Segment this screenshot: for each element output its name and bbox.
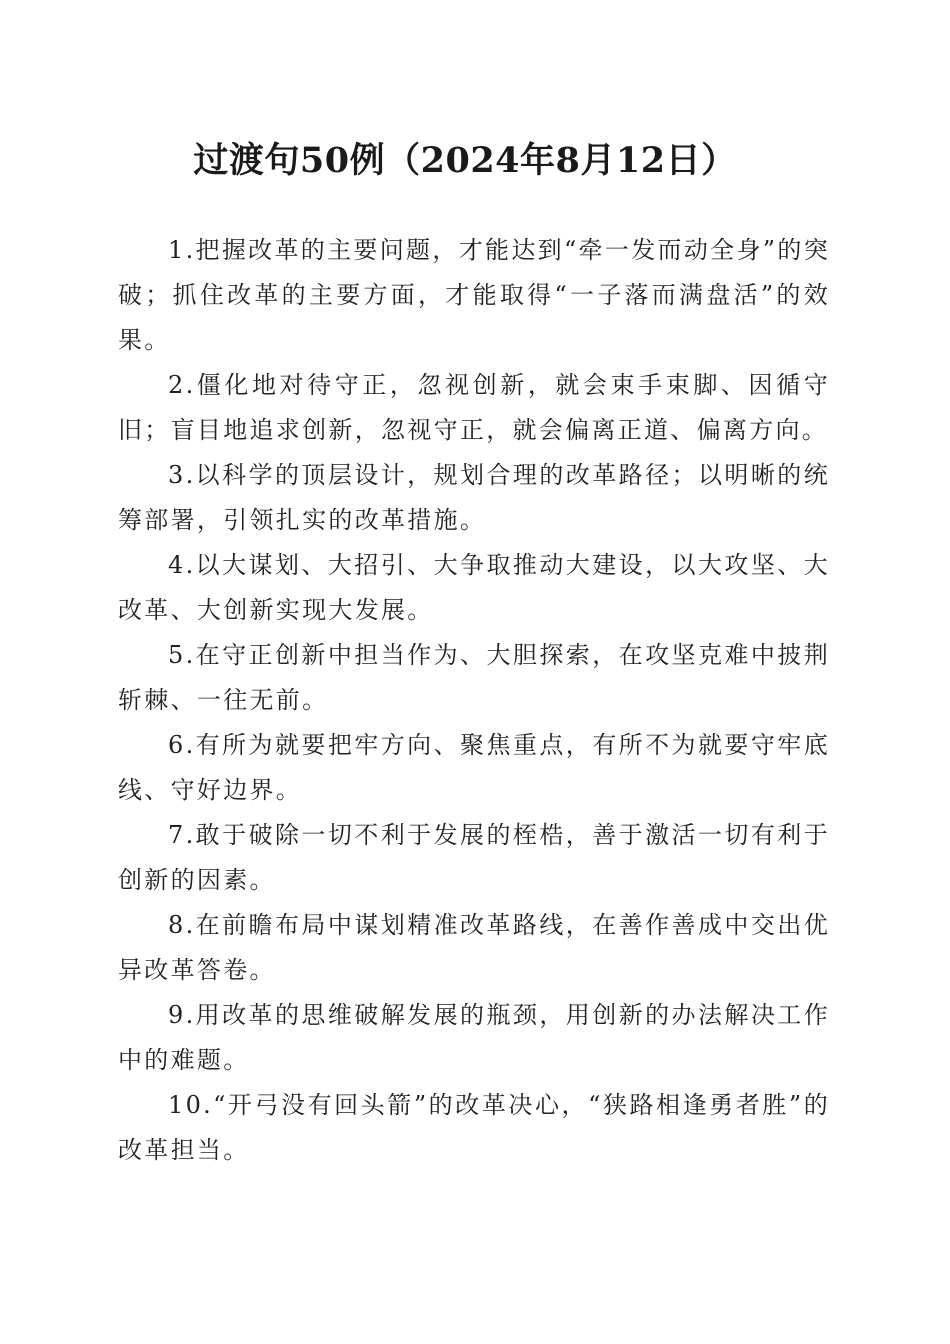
document-body bbox=[118, 228, 830, 1173]
paragraph-9: 9.用改革的思维破解发展的瓶颈，用创新的办法解决工作中的难题。 bbox=[118, 1001, 830, 1074]
paragraph-2: 2.僵化地对待守正，忽视创新，就会束手束脚、因循守旧；盲目地追求创新，忽视守正，就会偏离正道、偏离方向。 bbox=[118, 371, 830, 444]
document-title: 过渡句50例（2024年8月12日） bbox=[193, 140, 737, 181]
paragraph-8: 8.在前瞻布局中谋划精准改革路线，在善作善成中交出优异改革答卷。 bbox=[118, 911, 830, 984]
paragraph-4: 4.以大谋划、大招引、大争取推动大建设，以大攻坚、大改革、大创新实现大发展。 bbox=[118, 551, 830, 624]
paragraph-7: 7.敢于破除一切不利于发展的桎梏，善于激活一切有利于创新的因素。 bbox=[118, 821, 830, 894]
paragraph-6: 6.有所为就要把牢方向、聚焦重点，有所不为就要守牢底线、守好边界。 bbox=[118, 731, 830, 804]
paragraph-3: 3.以科学的顶层设计，规划合理的改革路径；以明晰的统筹部署，引领扎实的改革措施。 bbox=[118, 461, 830, 534]
paragraph-5: 5.在守正创新中担当作为、大胆探索，在攻坚克难中披荆斩棘、一往无前。 bbox=[118, 641, 830, 714]
paragraph-10: 10.“开弓没有回头箭”的改革决心，“狭路相逢勇者胜”的改革担当。 bbox=[118, 1091, 830, 1164]
paragraph-1: 1.把握改革的主要问题，才能达到“牵一发而动全身”的突破；抓住改革的主要方面，才能取得“一子落而满盘活”的效果。 bbox=[118, 236, 830, 354]
